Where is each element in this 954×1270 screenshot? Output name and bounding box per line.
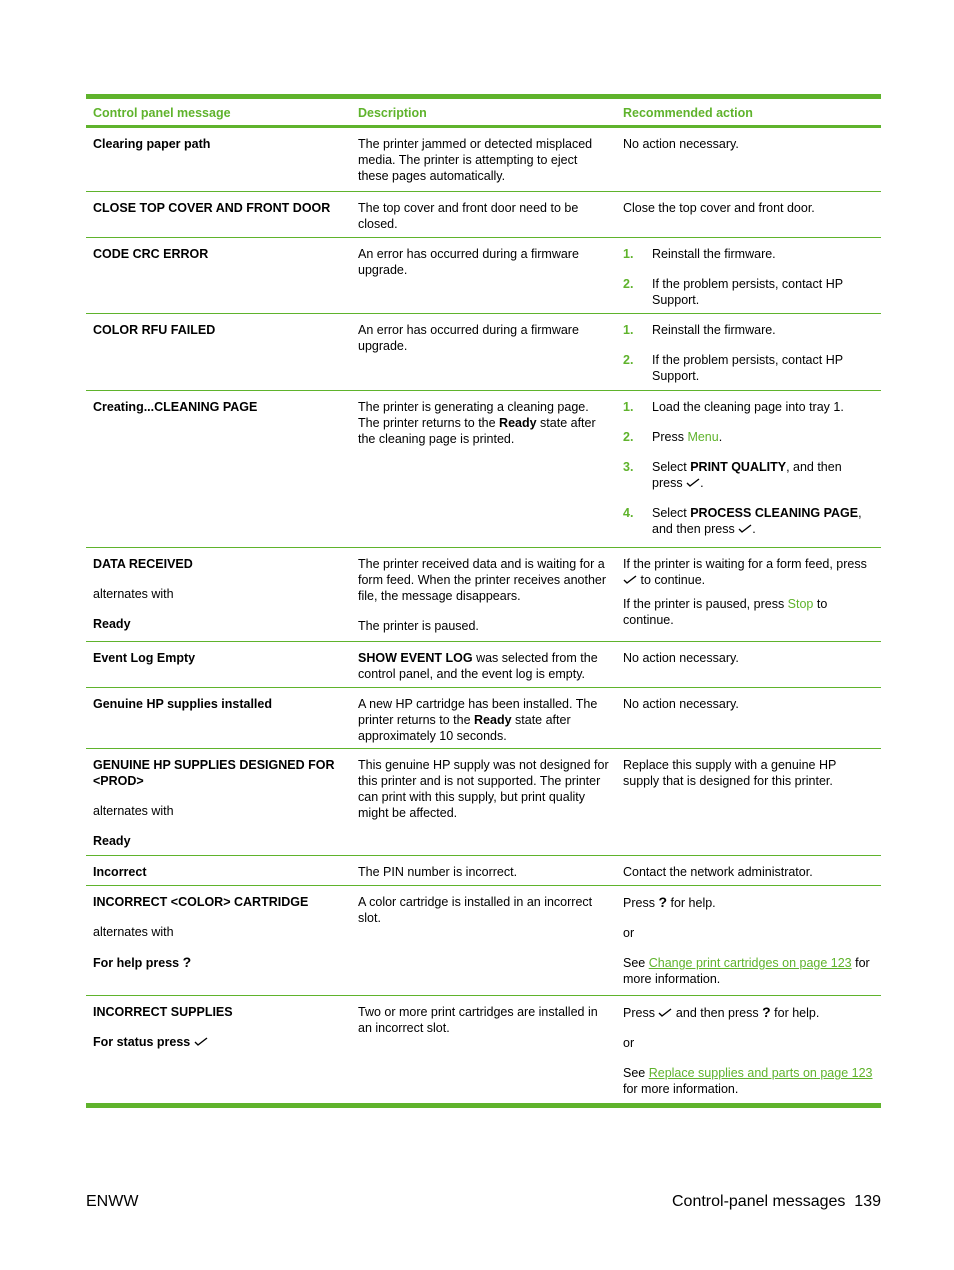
action-cell: No action necessary. (623, 651, 739, 665)
description-cell: The top cover and front door need to be closed. (358, 201, 579, 231)
header-message: Control panel message (93, 106, 231, 120)
table-row (86, 688, 881, 749)
action-cell: Contact the network administrator. (623, 865, 813, 879)
replace-supplies-link[interactable]: Replace supplies and parts on page 123 (648, 1066, 873, 1080)
question-mark-icon: ? (658, 894, 667, 910)
table-row (86, 749, 881, 856)
step: 1. Load the cleaning page into tray 1. (623, 400, 844, 414)
change-cartridges-link[interactable]: Change print cartridges on page 123 (648, 956, 852, 970)
checkmark-icon (658, 1008, 672, 1018)
message-cell: DATA RECEIVED alternates with Ready (93, 557, 193, 631)
checkmark-icon (738, 524, 752, 534)
step: 2. Press Menu. (623, 430, 723, 444)
step: 1. Reinstall the firmware. (623, 323, 776, 337)
checkmark-icon (686, 478, 700, 488)
message-cell: INCORRECT <COLOR> CARTRIDGE alternates with For help press ? (93, 895, 309, 970)
header-action: Recommended action (623, 106, 753, 120)
page-number: 139 (854, 1193, 881, 1210)
action-cell: Replace this supply with a genuine HP supply that is designed for this printer. (623, 758, 837, 788)
step: 4. Select PROCESS CLEANING PAGE, and then press . (623, 506, 862, 536)
message-cell: Incorrect (93, 865, 147, 879)
checkmark-icon (194, 1037, 208, 1047)
table-row (86, 192, 881, 238)
footer-right: Control-panel messages 139 (671, 1193, 881, 1210)
description-cell: Two or more print cartridges are installed in an incorrect slot. (358, 1005, 598, 1035)
message-cell: CLOSE TOP COVER AND FRONT DOOR (93, 201, 331, 215)
table-row (86, 128, 881, 192)
header-description: Description (358, 106, 427, 120)
description-cell: This genuine HP supply was not designed for this printer and is not supported. The printer can print with this supply, but print quality might be affected. (358, 758, 609, 820)
table-row (86, 238, 881, 314)
menu-button-label: Menu (687, 430, 719, 444)
table-row (86, 642, 881, 688)
table-header (86, 99, 881, 128)
message-cell: Genuine HP supplies installed (93, 697, 272, 711)
description-cell: An error has occurred during a firmware upgrade. (358, 247, 579, 277)
description-cell: A color cartridge is installed in an incorrect slot. (358, 895, 593, 925)
step: 3. Select PRINT QUALITY, and then press . (623, 460, 842, 490)
step: 1. Reinstall the firmware. (623, 247, 776, 261)
action-cell: If the printer is waiting for a form feed, press to continue. If the printer is paused, press Stop to continue. (623, 557, 867, 627)
description-cell: The PIN number is incorrect. (358, 865, 518, 879)
table-row (86, 548, 881, 642)
description-cell: An error has occurred during a firmware upgrade. (358, 323, 579, 353)
action-cell: Press and then press ? for help. or See Replace supplies and parts on page 123 for more information. (623, 1004, 873, 1096)
table-row (86, 996, 881, 1103)
description-cell: The printer jammed or detected misplaced media. The printer is attempting to eject these pages automatically. (358, 137, 593, 183)
table-row (86, 391, 881, 548)
table-row (86, 314, 881, 391)
question-mark-icon: ? (762, 1004, 771, 1020)
question-mark-icon: ? (182, 954, 192, 970)
message-cell: Clearing paper path (93, 137, 211, 151)
step: 2. If the problem persists, contact HP Support. (623, 277, 843, 307)
message-cell: COLOR RFU FAILED (93, 323, 216, 337)
action-cell: No action necessary. (623, 137, 739, 151)
description-cell: The printer received data and is waiting for a form feed. When the printer receives another file, the message disappears. The printer is paused. (358, 557, 607, 633)
action-cell (616, 238, 881, 313)
action-cell: No action necessary. (623, 697, 739, 711)
action-cell: Press ? for help. or See Change print cartridges on page 123 for more information. (623, 894, 870, 986)
footer-left: ENWW (86, 1193, 139, 1210)
message-cell: Creating...CLEANING PAGE (93, 400, 258, 414)
message-cell: GENUINE HP SUPPLIES DESIGNED FOR <PROD> alternates with Ready (93, 758, 335, 848)
message-cell: INCORRECT SUPPLIES For status press (93, 1005, 233, 1049)
description-cell: A new HP cartridge has been installed. The printer returns to the Ready state after approximately 10 seconds. (358, 697, 598, 743)
checkmark-icon (623, 575, 637, 585)
step: 2. If the problem persists, contact HP Support. (623, 353, 843, 383)
table-row (86, 886, 881, 996)
action-cell (616, 314, 881, 390)
action-cell (616, 391, 881, 547)
table-row (86, 856, 881, 886)
message-cell: Event Log Empty (93, 651, 196, 665)
action-cell: Close the top cover and front door. (623, 201, 815, 215)
message-cell: CODE CRC ERROR (93, 247, 209, 261)
description-cell: SHOW EVENT LOG was selected from the control panel, and the event log is empty. (358, 651, 598, 681)
description-cell: The printer is generating a cleaning page. The printer returns to the Ready state after the cleaning page is printed. (358, 400, 596, 446)
stop-button-label: Stop (787, 597, 814, 611)
messages-table (86, 94, 881, 1108)
